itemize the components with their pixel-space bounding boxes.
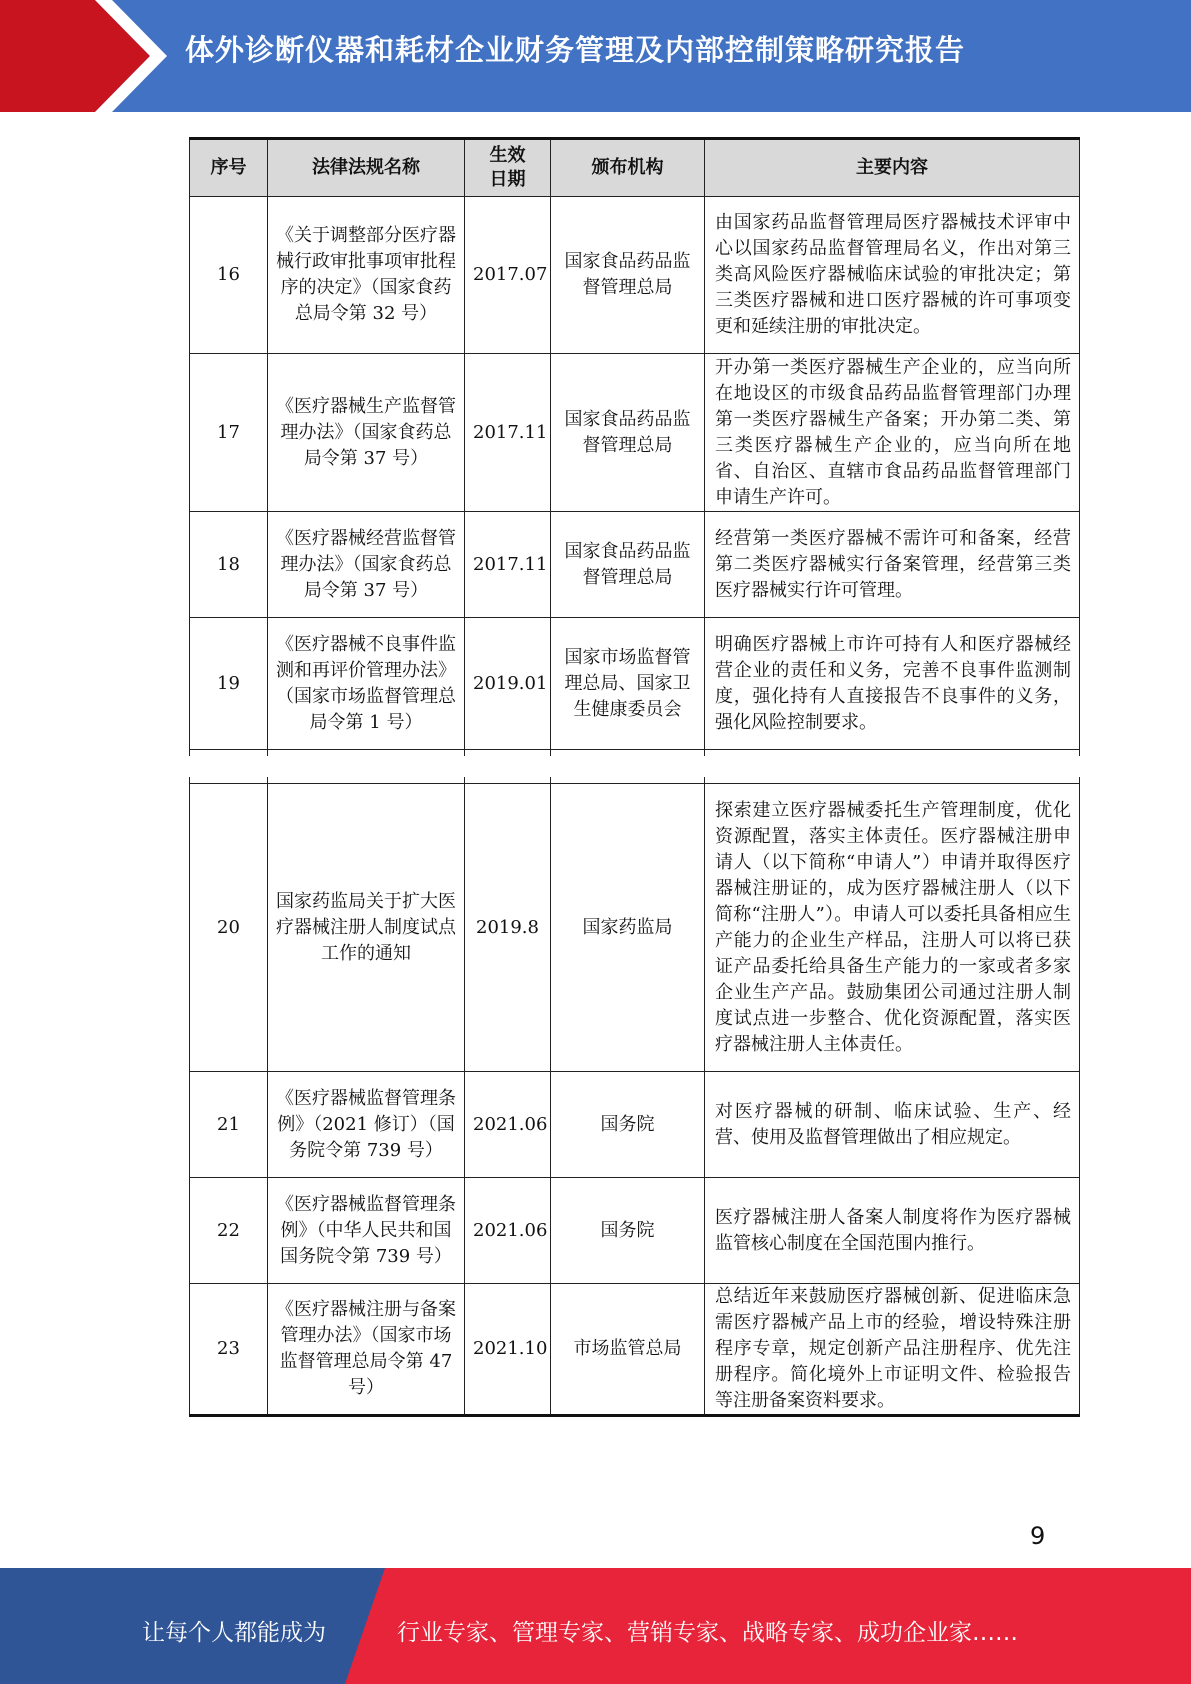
header-title: 体外诊断仪器和耗材企业财务管理及内部控制策略研究报告 <box>185 33 966 67</box>
table-row <box>190 784 1080 1072</box>
table-page-break-stub <box>190 750 1080 757</box>
row-date: 2021.06 <box>465 1178 551 1284</box>
row-seq: 19 <box>190 618 268 750</box>
footer-slogan-left: 让每个人都能成为 <box>142 1620 326 1646</box>
row-seq: 16 <box>190 197 268 354</box>
row-content: 对医疗器械的研制、临床试验、生产、经营、使用及监督管理做出了相应规定。 <box>705 1072 1080 1178</box>
header-date-line2: 日期 <box>489 169 526 190</box>
row-issuer: 国家市场监督管理总局、国家卫生健康委员会 <box>551 618 705 750</box>
regulations-table-part-1 <box>189 137 1080 756</box>
row-issuer: 国家食品药品监督管理总局 <box>551 512 705 618</box>
row-date: 2017.07 <box>465 197 551 354</box>
row-seq: 22 <box>190 1178 268 1284</box>
row-date: 2019.8 <box>465 784 551 1072</box>
table-row <box>190 197 1080 354</box>
header-seq: 序号 <box>190 139 268 197</box>
table-row <box>190 354 1080 512</box>
row-issuer: 国家食品药品监督管理总局 <box>551 197 705 354</box>
row-content: 经营第一类医疗器械不需许可和备案，经营第二类医疗器械实行备案管理，经营第三类医疗器械实行许可管理。 <box>705 512 1080 618</box>
row-name: 《医疗器械监督管理条例》（2021 修订）（国务院令第 739 号） <box>268 1072 465 1178</box>
table-row <box>190 512 1080 618</box>
row-issuer: 国家药监局 <box>551 784 705 1072</box>
page-header <box>0 0 1191 112</box>
row-content: 总结近年来鼓励医疗器械创新、促进临床急需医疗器械产品上市的经验，增设特殊注册程序专章，规定创新产品注册程序、优先注册程序。简化境外上市证明文件、检验报告等注册备案资料要求。 <box>705 1284 1080 1416</box>
row-date: 2019.01 <box>465 618 551 750</box>
row-date: 2021.10 <box>465 1284 551 1416</box>
page-footer <box>0 1568 1191 1684</box>
row-content: 由国家药品监督管理局医疗器械技术评审中心以国家药品监督管理局名义，作出对第三类高风险医疗器械临床试验的审批决定；第三类医疗器械和进口医疗器械的许可事项变更和延续注册的审批决定。 <box>705 197 1080 354</box>
row-content: 开办第一类医疗器械生产企业的，应当向所在地设区的市级食品药品监督管理部门办理第一类医疗器械生产备案；开办第二类、第三类医疗器械生产企业的，应当向所在地省、自治区、直辖市食品药品监督管理部门申请生产许可。 <box>705 354 1080 512</box>
row-name: 《医疗器械监督管理条例》（中华人民共和国国务院令第 739 号） <box>268 1178 465 1284</box>
table-row <box>190 1284 1080 1416</box>
row-content: 医疗器械注册人备案人制度将作为医疗器械监管核心制度在全国范围内推行。 <box>705 1178 1080 1284</box>
row-date: 2017.11 <box>465 354 551 512</box>
row-name: 国家药监局关于扩大医疗器械注册人制度试点工作的通知 <box>268 784 465 1072</box>
table-row <box>190 1178 1080 1284</box>
header-date-line1: 生效 <box>489 145 526 166</box>
row-name: 《医疗器械不良事件监测和再评价管理办法》（国家市场监督管理总局令第 1 号） <box>268 618 465 750</box>
row-name: 《医疗器械注册与备案管理办法》（国家市场监督管理总局令第 47 号） <box>268 1284 465 1416</box>
row-name: 《医疗器械生产监督管理办法》（国家食药总局令第 37 号） <box>268 354 465 512</box>
header-date <box>465 139 551 197</box>
table-header-row <box>190 139 1080 197</box>
header-content: 主要内容 <box>705 139 1080 197</box>
row-date: 2017.11 <box>465 512 551 618</box>
row-seq: 23 <box>190 1284 268 1416</box>
row-seq: 18 <box>190 512 268 618</box>
table-row <box>190 1072 1080 1178</box>
row-seq: 20 <box>190 784 268 1072</box>
footer-slogan-right: 行业专家、管理专家、营销专家、战略专家、成功企业家…… <box>397 1620 1018 1646</box>
row-issuer: 国务院 <box>551 1178 705 1284</box>
row-issuer: 市场监管总局 <box>551 1284 705 1416</box>
row-issuer: 国务院 <box>551 1072 705 1178</box>
header-issuer: 颁布机构 <box>551 139 705 197</box>
header-arrow-decoration <box>0 0 200 112</box>
row-date: 2021.06 <box>465 1072 551 1178</box>
regulations-table-part-2 <box>189 777 1080 1417</box>
row-seq: 17 <box>190 354 268 512</box>
row-seq: 21 <box>190 1072 268 1178</box>
page-number: 9 <box>1030 1522 1046 1550</box>
row-issuer: 国家食品药品监督管理总局 <box>551 354 705 512</box>
header-name: 法律法规名称 <box>268 139 465 197</box>
row-content: 明确医疗器械上市许可持有人和医疗器械经营企业的责任和义务，完善不良事件监测制度，强化持有人直接报告不良事件的义务，强化风险控制要求。 <box>705 618 1080 750</box>
row-name: 《关于调整部分医疗器械行政审批事项审批程序的决定》（国家食药总局令第 32 号） <box>268 197 465 354</box>
table-row <box>190 618 1080 750</box>
row-name: 《医疗器械经营监督管理办法》（国家食药总局令第 37 号） <box>268 512 465 618</box>
row-content: 探索建立医疗器械委托生产管理制度，优化资源配置，落实主体责任。医疗器械注册申请人（以下简称“申请人”）申请并取得医疗器械注册证的，成为医疗器械注册人（以下简称“注册人”）。申请人可以委托具备相应生产能力的企业生产样品，注册人可以将已获证产品委托给具备生产能力的一家或者多家企业生产产品。鼓励集团公司通过注册人制度试点进一步整合、优化资源配置，落实医疗器械注册人主体责任。 <box>705 784 1080 1072</box>
